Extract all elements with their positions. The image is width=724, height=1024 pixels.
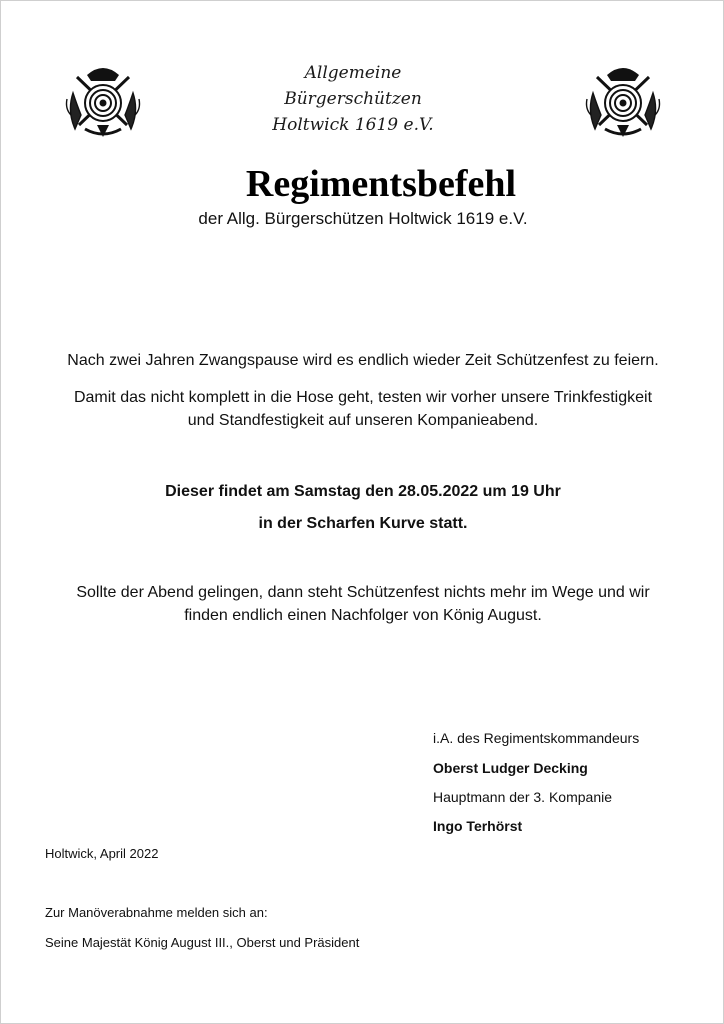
- signature-commander: Oberst Ludger Decking: [433, 760, 588, 776]
- document-title: Regimentsbefehl: [245, 163, 517, 205]
- club-name-line-2: Bürgerschützen: [284, 89, 422, 109]
- club-name-line-1: Allgemeine: [304, 63, 402, 83]
- purpose-paragraph-line-1: Damit das nicht komplett in die Hose geht, testen wir vorher unsere Trinkfestigkeit: [73, 389, 653, 406]
- club-name-line-3: Holtwick 1619 e.V.: [272, 115, 434, 135]
- signature-captain-name: Ingo Terhörst: [433, 818, 523, 834]
- shooting-club-emblem-icon: [581, 59, 665, 143]
- document-subtitle: der Allg. Bürgerschützen Holtwick 1619 e.V.: [198, 209, 528, 228]
- intro-paragraph: Nach zwei Jahren Zwangspause wird es endlich wieder Zeit Schützenfest zu feiern.: [67, 352, 659, 369]
- place-date: Holtwick, April 2022: [45, 846, 159, 861]
- event-location-line: in der Scharfen Kurve statt.: [258, 515, 468, 532]
- signature-captain-role: Hauptmann der 3. Kompanie: [433, 789, 612, 805]
- signature-on-behalf: i.A. des Regimentskommandeurs: [433, 730, 640, 746]
- closing-paragraph-line-2: finden endlich einen Nachfolger von König August.: [184, 607, 542, 624]
- closing-paragraph-line-1: Sollte der Abend gelingen, dann steht Schützenfest nichts mehr im Wege und wir: [76, 584, 650, 601]
- shooting-club-emblem-icon: [61, 59, 145, 143]
- purpose-paragraph-line-2: und Standfestigkeit auf unseren Kompanieabend.: [187, 412, 539, 429]
- report-person: Seine Majestät König August III., Oberst und Präsident: [45, 935, 360, 950]
- event-date-line: Dieser findet am Samstag den 28.05.2022 um 19 Uhr: [165, 483, 561, 500]
- report-intro: Zur Manöverabnahme melden sich an:: [45, 905, 268, 920]
